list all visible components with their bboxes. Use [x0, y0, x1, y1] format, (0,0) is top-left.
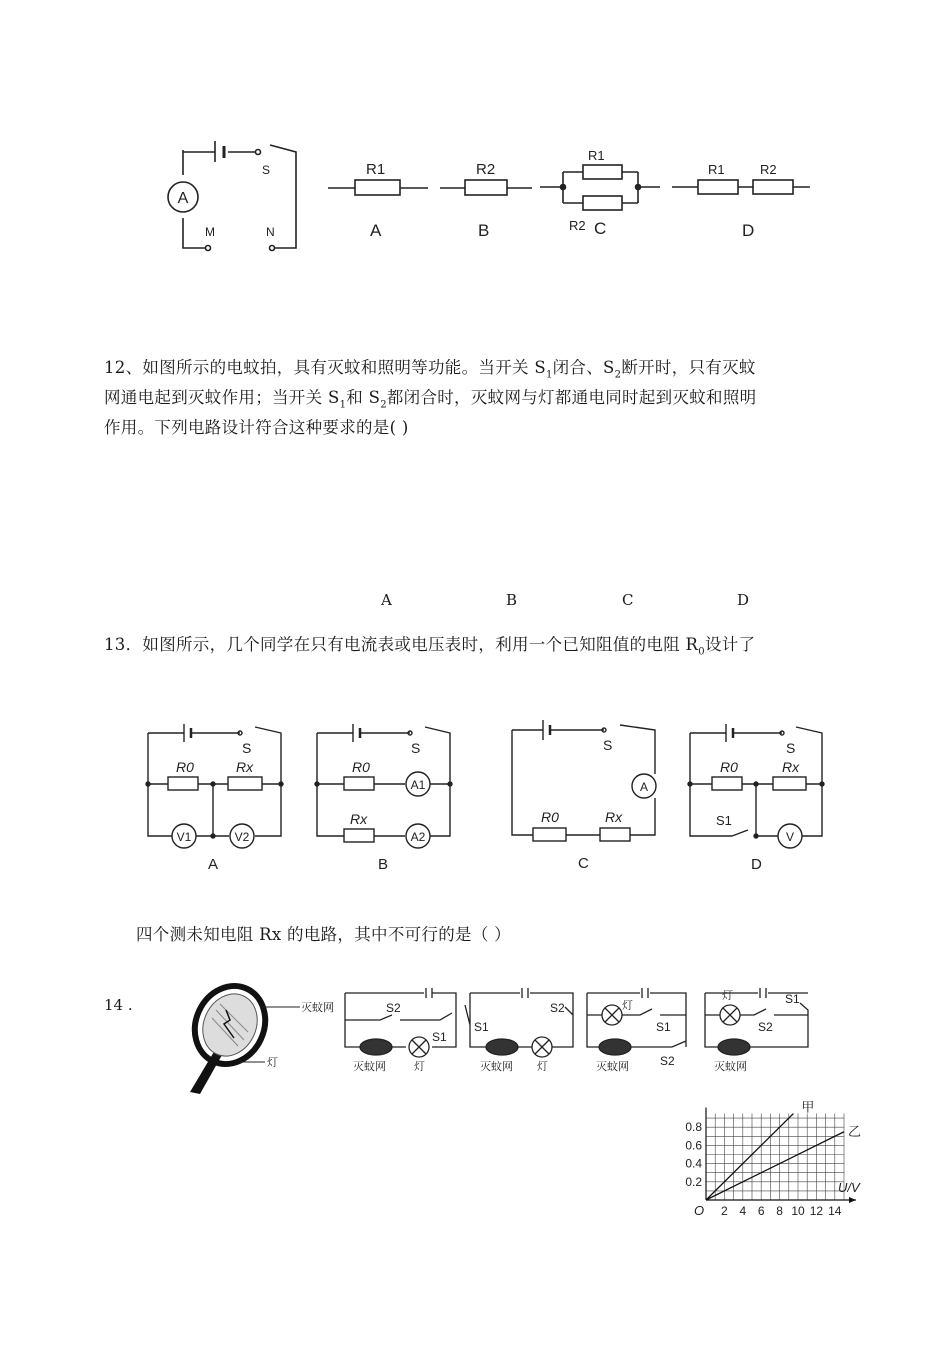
terminal-m-label: M	[205, 225, 215, 239]
q13-line-2: 四个测未知电阻 Rx 的电路，其中不可行的是（ ）	[136, 925, 511, 944]
c14b-net-label: 灭蚊网	[480, 1061, 513, 1073]
c14b-lamp-label: 灯	[537, 1061, 548, 1073]
c13d-s1-label: S1	[716, 813, 732, 828]
q12-line-1: 12、如图所示的电蚊拍，具有灭蚊和照明等功能。当开关 $S_1$闭合、$S_2$断开时，只有灭蚊	[104, 358, 756, 381]
q14-number: 14 .	[104, 996, 133, 1014]
c13b-switch-label: S	[411, 740, 421, 756]
c14c-s1-label: S1	[656, 1020, 671, 1034]
racket-lamp-label: 灯	[267, 1057, 278, 1069]
c13b-a1-label: A1	[410, 778, 426, 792]
c14b-s1-label: S1	[474, 1020, 489, 1034]
r1-label-a: R1	[366, 161, 386, 178]
q12-option-b: B	[506, 591, 518, 609]
x-tick-label: 2	[721, 1204, 728, 1218]
fig11-option-a: A	[370, 221, 382, 240]
resistor-d-1	[698, 180, 738, 194]
c14d-s2-label: S2	[758, 1020, 773, 1034]
q13-line-1: 13．如图所示，几个同学在只有电流表或电压表时，利用一个已知阻值的电阻 $R_0$设计了	[104, 635, 756, 658]
c13d-voltmeter-label: V	[785, 830, 795, 844]
resistor-c-top	[583, 165, 622, 179]
c13a-switch-label: S	[242, 740, 252, 756]
c13d-switch-label: S	[786, 740, 796, 756]
c14c-net-label: 灭蚊网	[596, 1061, 629, 1073]
x-axis-label: U/V	[838, 1180, 860, 1195]
c13c-ammeter-label: A	[639, 780, 649, 794]
fig11-option-b: B	[478, 221, 490, 240]
c13d-rx-label: Rx	[782, 759, 800, 775]
r2-label-c: R2	[569, 218, 586, 233]
c13b-rx-label: Rx	[350, 811, 368, 827]
c13a-v1-label: V1	[176, 830, 192, 844]
c13-option-d: D	[751, 856, 762, 873]
c13a-rx-label: Rx	[236, 759, 254, 775]
c13-option-a: A	[208, 856, 219, 873]
c13c-r0-label: R0	[541, 809, 559, 825]
origin-label: O	[694, 1203, 705, 1218]
c13c-switch-label: S	[603, 737, 613, 753]
x-tick-label: 10	[791, 1204, 805, 1218]
series-label-yi: 乙	[848, 1123, 862, 1139]
x-tick-label: 6	[757, 1204, 765, 1218]
c14d-lamp-label: 灯	[722, 990, 733, 1002]
c14a-net-label: 灭蚊网	[353, 1061, 386, 1073]
ammeter-label: A	[177, 190, 189, 207]
resistor-a	[355, 180, 400, 195]
series-label-jia: 甲	[801, 1099, 815, 1115]
r2-label-b: R2	[476, 161, 496, 178]
c13d-r0-label: R0	[720, 759, 738, 775]
q12-option-c: C	[622, 591, 634, 609]
resistor-d-2	[753, 180, 793, 194]
r1-label-c: R1	[588, 148, 605, 163]
chart-grid	[706, 1114, 844, 1200]
iu-graph	[680, 1030, 860, 1220]
y-tick-label: 0.2	[685, 1174, 702, 1189]
q12-option-a: A	[381, 591, 392, 609]
c13b-r0-label: R0	[352, 759, 370, 775]
q12-line-2: 网通电起到灭蚊作用；当开关 $S_1$和 $S_2$都闭合时，灭蚊网与灯都通电同时起到灭蚊和照明	[104, 388, 757, 411]
y-tick-label: 0.8	[685, 1120, 702, 1135]
r2-label-d: R2	[760, 162, 777, 177]
c13a-r0-label: R0	[176, 759, 194, 775]
x-tick-label: 4	[739, 1204, 747, 1218]
x-tick-label: 12	[809, 1204, 824, 1218]
c13b-a2-label: A2	[410, 830, 426, 844]
c13a-v2-label: V2	[234, 830, 250, 844]
series-line-jia	[706, 1114, 793, 1200]
q12-option-d: D	[737, 591, 750, 609]
x-axis-arrow	[849, 1197, 856, 1203]
terminal-n-label: N	[266, 225, 275, 239]
x-tick-label: 14	[828, 1204, 842, 1218]
series-line-yi	[706, 1132, 844, 1200]
c14b-s2-label: S2	[550, 1001, 565, 1015]
c14a-s2-label: S2	[386, 1001, 401, 1015]
fig11-option-d: D	[742, 221, 755, 240]
fig11-option-c: C	[594, 219, 607, 238]
switch-label: S	[262, 163, 271, 177]
c14c-lamp-label: 灯	[622, 1000, 633, 1012]
c13c-rx-label: Rx	[605, 809, 623, 825]
c14a-s1-label: S1	[432, 1030, 447, 1044]
c14c-s2-label: S2	[660, 1054, 675, 1068]
y-tick-label: 0.4	[685, 1156, 702, 1171]
q12-line-3: 作用。下列电路设计符合这种要求的是( )	[104, 418, 409, 437]
c14d-s1-label: S1	[785, 992, 800, 1006]
resistor-b	[465, 180, 507, 195]
q11-circuit-figure	[0, 0, 950, 300]
c14d-net-label: 灭蚊网	[714, 1061, 747, 1073]
c13-option-b: B	[378, 856, 389, 873]
q13-circuits-figure	[0, 700, 950, 920]
racket-net-label: 灭蚊网	[301, 1002, 334, 1014]
r1-label-d: R1	[708, 162, 725, 177]
c14a-lamp-label: 灯	[414, 1061, 425, 1073]
resistor-c-bottom	[583, 196, 622, 210]
c13-option-c: C	[578, 855, 589, 872]
x-tick-label: 8	[776, 1204, 783, 1218]
y-tick-label: 0.6	[685, 1138, 702, 1153]
